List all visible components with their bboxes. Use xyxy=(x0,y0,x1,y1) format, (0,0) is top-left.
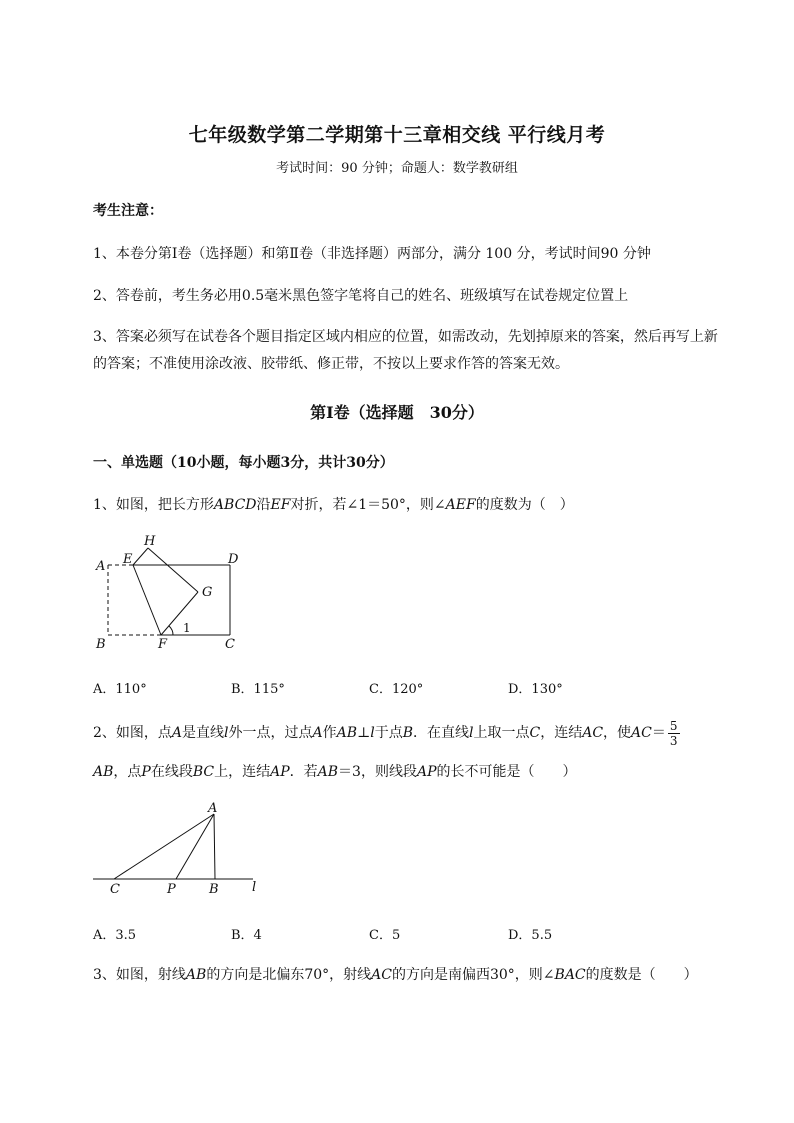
notice-item-3: 3、答案必须写在试卷各个题目指定区域内相应的位置，如需改动，先划掉原来的答案，然后再写上新 xyxy=(93,329,718,345)
label-F: F xyxy=(158,637,168,652)
label-B: B xyxy=(96,637,106,652)
q2-option-a[interactable]: A．3.5 xyxy=(93,928,137,943)
part-heading: 一、单选题（10小题，每小题3分，共计30分） xyxy=(93,455,394,471)
label-A: A xyxy=(208,801,218,816)
notice-item-3-cont: 的答案；不准使用涂改液、胶带纸、修正带，不按以上要求作答的答案无效。 xyxy=(93,356,569,372)
question-2-text-line-1: 2、如图，点A是直线l外一点，过点A作AB⊥l于点B．在直线l上取一点C，连结AC，使AC＝ $\frac{5}{3}$ xyxy=(93,718,678,748)
question-1-text: 1、如图，把长方形ABCD沿EF对折，若∠1＝50°，则∠AEF的度数为（ ） xyxy=(93,497,574,513)
label-D: D xyxy=(228,552,239,567)
section-title: 第Ⅰ卷（选择题 30分） xyxy=(310,403,484,422)
q1-option-d[interactable]: D．130° xyxy=(508,682,563,697)
exam-info: 考试时间：90 分钟；命题人：数学教研组 xyxy=(276,161,518,176)
fraction-5-3: $\frac{5}{3}$ xyxy=(669,718,678,748)
question-2-text-line-2: AB，点P在线段BC上，连结AP．若AB＝3，则线段AP的长不可能是（ ） xyxy=(93,764,577,780)
question-2-figure xyxy=(88,800,268,900)
q2-option-c[interactable]: C．5 xyxy=(369,928,401,943)
question-3-text: 3、如图，射线AB的方向是北偏东70°，射线AC的方向是南偏西30°，则∠BAC的度数是（ ） xyxy=(93,967,698,983)
q1-option-c[interactable]: C．120° xyxy=(369,682,424,697)
label-angle-1: 1 xyxy=(183,621,191,635)
label-B: B xyxy=(209,882,219,897)
label-H: H xyxy=(144,534,156,549)
label-P: P xyxy=(167,882,176,897)
notice-heading: 考生注意： xyxy=(93,203,163,219)
label-C: C xyxy=(110,882,120,897)
label-l: l xyxy=(252,880,257,895)
q2-option-d[interactable]: D．5.5 xyxy=(508,928,553,943)
label-E: E xyxy=(123,552,133,567)
q1-option-a[interactable]: A．110° xyxy=(93,682,147,697)
notice-item-2: 2、答卷前，考生务必用0.5毫米黑色签字笔将自己的姓名、班级填写在试卷规定位置上 xyxy=(93,288,629,304)
notice-item-1: 1、本卷分第Ⅰ卷（选择题）和第Ⅱ卷（非选择题）两部分，满分 100 分，考试时间90 分钟 xyxy=(93,246,651,262)
q1-option-b[interactable]: B．115° xyxy=(231,682,285,697)
label-A: A xyxy=(96,559,106,574)
page-title: 七年级数学第二学期第十三章相交线 平行线月考 xyxy=(188,124,606,146)
question-1-figure xyxy=(88,530,258,655)
q2-option-b[interactable]: B．4 xyxy=(231,928,262,943)
label-C: C xyxy=(225,637,235,652)
label-G: G xyxy=(202,585,213,600)
